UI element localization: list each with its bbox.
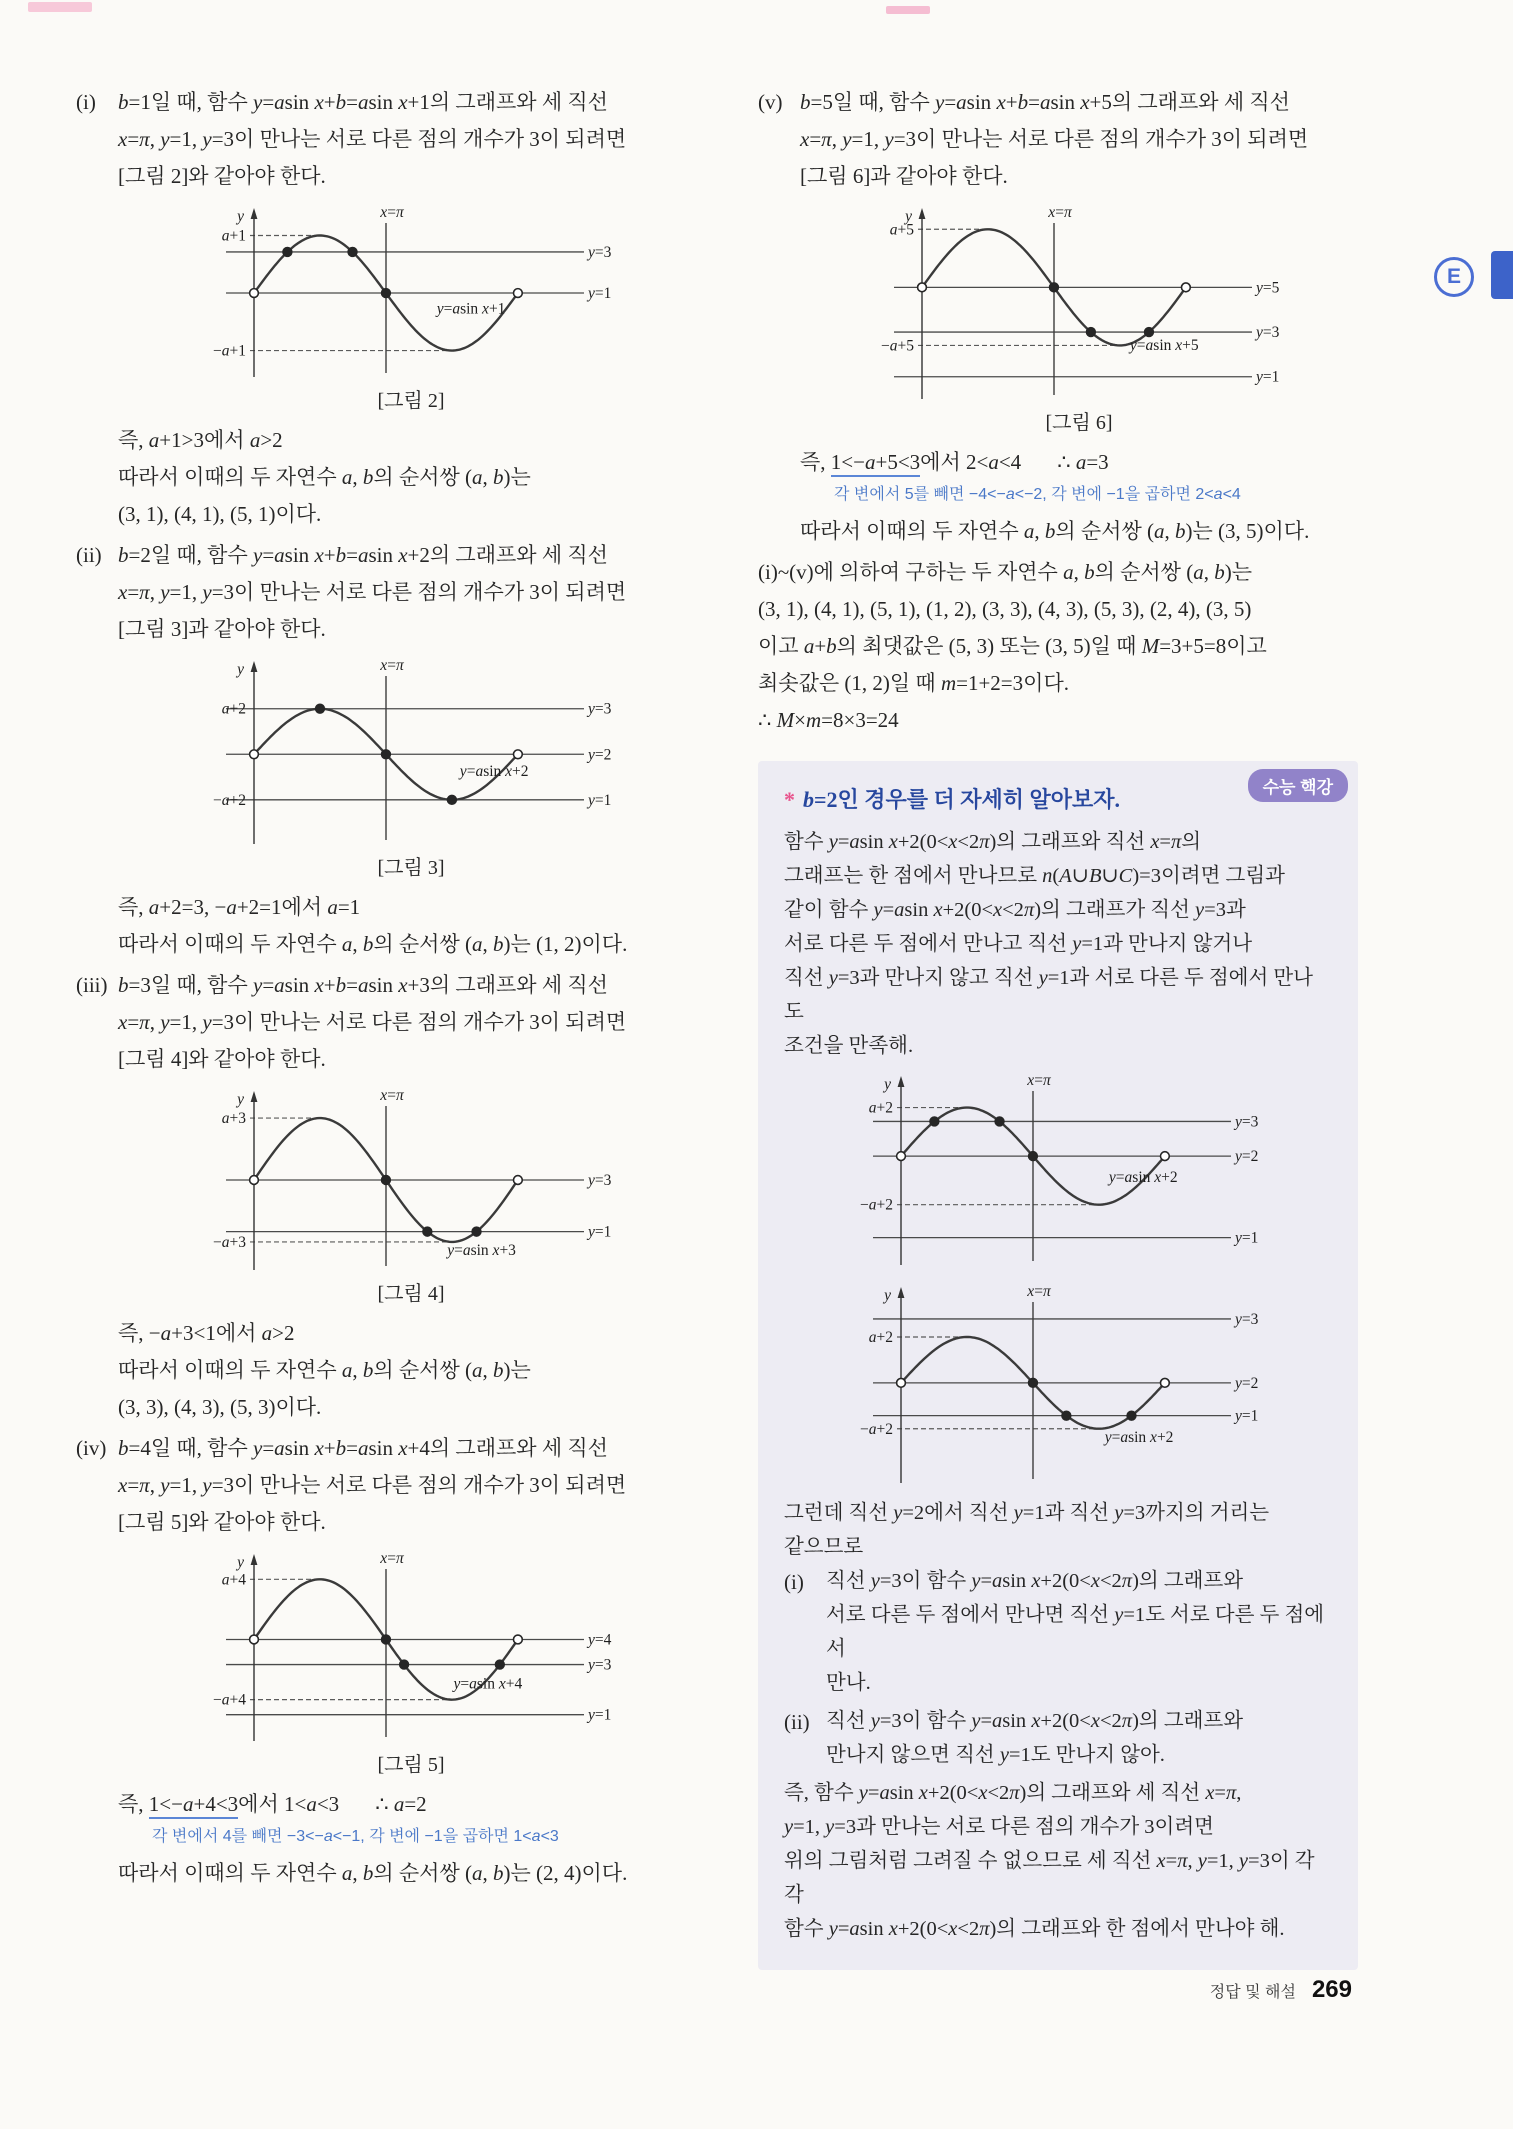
- paragraph: [그림 6]과 같아야 한다.: [800, 164, 1008, 188]
- item-marker: (iii): [76, 973, 108, 997]
- paragraph: 즉, 함수 y=asin x+2(0<x<2π)의 그래프와 세 직선 x=π,: [784, 1782, 1242, 1804]
- box-case-ii: [784, 1704, 1332, 1772]
- svg-text:y: y: [237, 1091, 244, 1108]
- svg-text:y=1: y=1: [588, 1223, 612, 1241]
- box-title-text: b=2인 경우를 더 자세히 알아보자.: [803, 787, 1121, 812]
- figure-fig3: [196, 656, 626, 883]
- svg-text:−a+3: −a+3: [213, 1233, 246, 1251]
- paragraph: [그림 2]와 같아야 한다.: [118, 164, 326, 188]
- left-column: [76, 84, 704, 1896]
- paragraph: 따라서 이때의 두 자연수 a, b의 순서쌍 (a, b)는: [118, 465, 531, 489]
- paragraph: 최솟값은 (1, 2)일 때 m=1+2=3이다.: [758, 671, 1069, 695]
- solution-case-iv: [76, 1430, 704, 1892]
- svg-text:y=asin x+1: y=asin x+1: [436, 300, 506, 318]
- side-edge-tab: [1491, 251, 1513, 299]
- paragraph: 그런데 직선 y=2에서 직선 y=1과 직선 y=3까지의 거리는: [784, 1502, 1270, 1524]
- svg-text:y=3: y=3: [1235, 1310, 1259, 1328]
- paragraph: 같이 함수 y=asin x+2(0<x<2π)의 그래프가 직선 y=3과: [784, 899, 1246, 921]
- paragraph: 따라서 이때의 두 자연수 a, b의 순서쌍 (a, b)는: [118, 1358, 531, 1382]
- svg-text:y: y: [884, 1076, 891, 1093]
- item-marker: (iv): [76, 1436, 107, 1460]
- svg-text:y=3: y=3: [588, 1656, 612, 1674]
- svg-text:y=1: y=1: [588, 791, 612, 809]
- svg-text:a+4: a+4: [221, 1571, 246, 1589]
- figure-caption: [그림 6]: [1045, 412, 1113, 434]
- sneung-haekgang-box: [758, 761, 1358, 1970]
- item-marker: (i): [784, 1570, 804, 1594]
- box-case-i: [784, 1564, 1332, 1700]
- paragraph: b=4일 때, 함수 y=asin x+b=asin x+4의 그래프와 세 직선: [118, 1436, 608, 1460]
- solution-case-ii: [76, 537, 704, 963]
- svg-text:y=3: y=3: [1256, 324, 1280, 342]
- solution-case-iii: [76, 967, 704, 1426]
- box-outro: [784, 1776, 1332, 1946]
- paragraph: 직선 y=3과 만나지 않고 직선 y=1과 서로 다른 두 점에서 만나도: [784, 967, 1313, 1023]
- svg-text:y=2: y=2: [1235, 1148, 1259, 1166]
- svg-text:−a+4: −a+4: [213, 1691, 246, 1709]
- paragraph: 서로 다른 두 점에서 만나고 직선 y=1과 만나지 않거나: [784, 933, 1252, 955]
- paragraph: (3, 1), (4, 1), (5, 1)이다.: [118, 502, 322, 526]
- figure-fig4: [196, 1086, 626, 1309]
- paragraph: 조건을 만족해.: [784, 1035, 914, 1057]
- text-run: 즉,: [118, 1792, 149, 1816]
- solution-case-i: [76, 84, 704, 533]
- svg-text:y=3: y=3: [588, 700, 612, 718]
- figure-figB: [843, 1282, 1273, 1492]
- svg-text:y=3: y=3: [588, 1172, 612, 1189]
- annotation: 각 변에서 5를 빼면 −4<−a<−2, 각 변에 −1을 곱하면 2<a<4: [834, 486, 1241, 503]
- svg-text:x=π: x=π: [380, 657, 404, 674]
- paragraph: 함수 y=asin x+2(0<x<2π)의 그래프와 한 점에서 만나야 해.: [784, 1918, 1285, 1940]
- right-sections: [758, 84, 1358, 550]
- svg-text:y=1: y=1: [1235, 1407, 1259, 1425]
- svg-text:y=1: y=1: [1235, 1229, 1259, 1247]
- page-footer: [1210, 1976, 1352, 2004]
- paragraph: 직선 y=3이 함수 y=asin x+2(0<x<2π)의 그래프와: [826, 1710, 1244, 1732]
- svg-text:y: y: [237, 661, 244, 678]
- svg-text:−a+5: −a+5: [881, 337, 914, 355]
- paragraph: 만나.: [826, 1672, 871, 1694]
- box-intro: [784, 825, 1332, 1063]
- sine-graph-svg: [196, 1549, 626, 1745]
- paragraph: 따라서 이때의 두 자연수 a, b의 순서쌍 (a, b)는 (1, 2)이다.: [118, 932, 628, 956]
- box-figures: [784, 1071, 1332, 1492]
- figure-caption: [그림 5]: [377, 1754, 445, 1776]
- section-letter-badge: E: [1434, 257, 1474, 297]
- paragraph: 서로 다른 두 점에서 만나면 직선 y=1도 서로 다른 두 점에서: [826, 1604, 1325, 1660]
- paragraph: 만나지 않으면 직선 y=1도 만나지 않아.: [826, 1744, 1165, 1766]
- underlined-expression: 1<−a+5<3: [831, 450, 920, 477]
- haekgang-badge: 수능 핵강: [1248, 769, 1348, 802]
- paragraph: 같으므로: [784, 1536, 864, 1558]
- svg-text:y=3: y=3: [588, 243, 612, 261]
- svg-text:y=asin x+3: y=asin x+3: [447, 1241, 516, 1259]
- svg-text:y: y: [905, 208, 912, 225]
- scan-artifact: [886, 6, 930, 14]
- paragraph: x=π, y=1, y=3이 만나는 서로 다른 점의 개수가 3이 되려면: [118, 1010, 627, 1034]
- paragraph: [그림 3]과 같아야 한다.: [118, 617, 326, 641]
- svg-text:y=5: y=5: [1256, 279, 1280, 297]
- paragraph: x=π, y=1, y=3이 만나는 서로 다른 점의 개수가 3이 되려면: [118, 127, 627, 151]
- item-marker: (v): [758, 90, 783, 114]
- paragraph: y=1, y=3과 만나는 서로 다른 점의 개수가 3이려면: [784, 1816, 1214, 1838]
- paragraph: 즉, −a+3<1에서 a>2: [118, 1321, 295, 1345]
- figure-fig2: [196, 203, 626, 416]
- svg-text:a+1: a+1: [221, 227, 246, 245]
- svg-text:y=asin x+5: y=asin x+5: [1129, 336, 1199, 354]
- text-run: 에서 2<a<4: [920, 450, 1022, 474]
- svg-text:−a+2: −a+2: [860, 1196, 893, 1214]
- paragraph: 즉, a+1>3에서 a>2: [118, 428, 283, 452]
- svg-text:x=π: x=π: [380, 1087, 404, 1104]
- svg-text:a+2: a+2: [868, 1328, 893, 1346]
- item-marker: (ii): [76, 543, 102, 567]
- svg-text:y=3: y=3: [1235, 1113, 1259, 1131]
- paragraph: 따라서 이때의 두 자연수 a, b의 순서쌍 (a, b)는 (2, 4)이다.: [118, 1861, 628, 1885]
- svg-text:−a+1: −a+1: [213, 342, 246, 360]
- svg-text:−a+2: −a+2: [860, 1420, 893, 1438]
- svg-text:x=π: x=π: [380, 204, 404, 221]
- paragraph: b=2일 때, 함수 y=asin x+b=asin x+2의 그래프와 세 직선: [118, 543, 608, 567]
- paragraph: ∴ M×m=8×3=24: [758, 708, 899, 732]
- svg-text:y: y: [237, 1554, 244, 1571]
- figure-caption: [그림 2]: [377, 390, 445, 412]
- figure-caption: [그림 4]: [377, 1283, 445, 1305]
- svg-text:y=2: y=2: [588, 746, 612, 764]
- svg-text:x=π: x=π: [1048, 204, 1072, 221]
- svg-text:y=asin x+4: y=asin x+4: [453, 1675, 523, 1693]
- svg-text:y=2: y=2: [1235, 1374, 1259, 1392]
- svg-text:y: y: [237, 208, 244, 225]
- svg-text:y: y: [884, 1287, 891, 1304]
- svg-text:x=π: x=π: [1027, 1072, 1051, 1089]
- text-run: 에서 1<a<3: [238, 1792, 340, 1816]
- footer-page-number: 269: [1311, 1976, 1352, 2003]
- text-run: ∴ a=3: [1057, 450, 1109, 474]
- svg-text:x=π: x=π: [1027, 1283, 1051, 1300]
- svg-text:a+5: a+5: [889, 221, 914, 239]
- sine-graph-svg: [196, 656, 626, 848]
- text-run: 즉,: [800, 450, 831, 474]
- svg-text:y=asin x+2: y=asin x+2: [1104, 1428, 1174, 1446]
- paragraph: 그래프는 한 점에서 만나므로 n(A∪B∪C)=3이려면 그림과: [784, 865, 1285, 887]
- text-run: ∴ a=2: [375, 1792, 427, 1816]
- sine-graph-svg: [196, 1086, 626, 1274]
- paragraph: 위의 그림처럼 그려질 수 없으므로 세 직선 x=π, y=1, y=3이 각각: [784, 1850, 1315, 1906]
- paragraph: (i)~(v)에 의하여 구하는 두 자연수 a, b의 순서쌍 (a, b)는: [758, 560, 1252, 584]
- svg-text:y=1: y=1: [588, 1706, 612, 1724]
- box-items: [784, 1564, 1332, 1772]
- paragraph: x=π, y=1, y=3이 만나는 서로 다른 점의 개수가 3이 되려면: [118, 1473, 627, 1497]
- paragraph: x=π, y=1, y=3이 만나는 서로 다른 점의 개수가 3이 되려면: [800, 127, 1309, 151]
- svg-text:y=asin x+2: y=asin x+2: [1108, 1169, 1178, 1187]
- item-marker: (i): [76, 90, 96, 114]
- paragraph: x=π, y=1, y=3이 만나는 서로 다른 점의 개수가 3이 되려면: [118, 580, 627, 604]
- svg-text:a+2: a+2: [221, 700, 246, 718]
- conclusion-paragraphs: [758, 554, 1358, 739]
- svg-text:y=asin x+2: y=asin x+2: [459, 763, 529, 781]
- figure-figA: [843, 1071, 1273, 1274]
- paragraph: [그림 4]와 같아야 한다.: [118, 1047, 326, 1071]
- figure-fig6: [864, 203, 1294, 438]
- svg-text:y=1: y=1: [588, 285, 612, 303]
- svg-text:a+3: a+3: [221, 1110, 246, 1128]
- solution-case-v: [758, 84, 1358, 550]
- svg-text:−a+2: −a+2: [213, 791, 246, 809]
- paragraph: (3, 3), (4, 3), (5, 3)이다.: [118, 1395, 322, 1419]
- paragraph: 이고 a+b의 최댓값은 (5, 3) 또는 (3, 5)일 때 M=3+5=8이고: [758, 634, 1267, 658]
- figure-caption: [그림 3]: [377, 857, 445, 879]
- footer-label: 정답 및 해설: [1209, 1984, 1296, 2001]
- paragraph: 직선 y=3이 함수 y=asin x+2(0<x<2π)의 그래프와: [826, 1570, 1244, 1592]
- paragraph: b=3일 때, 함수 y=asin x+b=asin x+3의 그래프와 세 직선: [118, 973, 608, 997]
- paragraph: 즉, a+2=3, −a+2=1에서 a=1: [118, 895, 361, 919]
- sine-graph-svg: [196, 203, 626, 381]
- asterisk-icon: *: [784, 787, 795, 812]
- annotation: 각 변에서 4를 빼면 −3<−a<−1, 각 변에 −1을 곱하면 1<a<3: [152, 1828, 559, 1845]
- paragraph: 함수 y=asin x+2(0<x<2π)의 그래프와 직선 x=π의: [784, 831, 1202, 853]
- paragraph: [118, 1786, 704, 1823]
- svg-text:a+2: a+2: [868, 1099, 893, 1117]
- sine-graph-svg: [864, 203, 1294, 403]
- svg-text:x=π: x=π: [380, 1550, 404, 1567]
- box-mid: [784, 1496, 1332, 1564]
- scan-artifact: [28, 2, 92, 12]
- underlined-expression: 1<−a+4<3: [149, 1792, 238, 1819]
- item-marker: (ii): [784, 1710, 810, 1734]
- paragraph: b=5일 때, 함수 y=asin x+b=asin x+5의 그래프와 세 직선: [800, 90, 1290, 114]
- paragraph: b=1일 때, 함수 y=asin x+b=asin x+1의 그래프와 세 직선: [118, 90, 608, 114]
- paragraph: [그림 5]와 같아야 한다.: [118, 1510, 326, 1534]
- sine-graph-svg: [843, 1282, 1273, 1487]
- svg-text:y=4: y=4: [588, 1631, 612, 1649]
- sine-graph-svg: [843, 1071, 1273, 1269]
- svg-text:y=1: y=1: [1256, 368, 1280, 386]
- paragraph: (3, 1), (4, 1), (5, 1), (1, 2), (3, 3), (4, 3), (5, 3), (2, 4), (3, 5): [758, 597, 1252, 621]
- figure-fig5: [196, 1549, 626, 1780]
- paragraph: [800, 444, 1358, 481]
- right-column: [758, 84, 1358, 1970]
- paragraph: 따라서 이때의 두 자연수 a, b의 순서쌍 (a, b)는 (3, 5)이다.: [800, 519, 1310, 543]
